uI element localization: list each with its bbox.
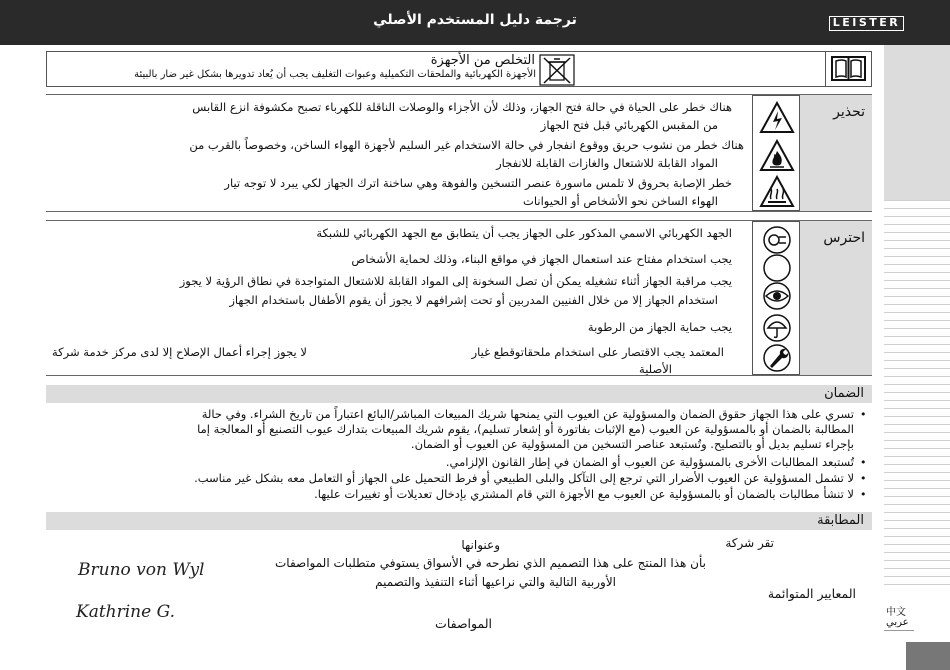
conformity-header (46, 512, 872, 530)
crossed-bin-icon (539, 54, 575, 86)
caution-line-7: لا يجوز إجراء أعمال الإصلاح إلا لدى مركز خدمة شركة (52, 345, 307, 359)
hot-surface-icon (759, 174, 795, 210)
bullet: • (860, 456, 867, 469)
warning-line-5: خطر الإصابة بحروق لا تلمس ماسورة عنصر التسخين والفوهة وهي ساخنة اترك الجهاز لكي يبرد لا توجه تيار (224, 176, 732, 190)
language-divider (884, 630, 914, 631)
warranty-line-2: المطالبة بالضمان أو بالمسؤولية عن العيوب (مع الإثبات بفاتورة أو إشعار تسليم)، يقوم شريك المبيعات بتدارك عيوب التصنيع أو المعالجة إما (197, 422, 854, 436)
warning-label: تحذير (833, 104, 865, 120)
page-title: ترجمة دليل المستخدم الأصلي (373, 12, 577, 28)
signature-1: Bruno von Wyl (78, 560, 205, 580)
specifications-label: المواصفات (435, 616, 492, 631)
warning-line-2: من المقبس الكهربائي قبل فتح الجهاز (540, 118, 718, 132)
caution-line-3: يجب مراقبة الجهاز أثناء تشغيله يمكن أن تصل السخونة إلى المواد القابلة للاشتعال المتواجدة في نطاق الرؤية لا يجوز (179, 274, 732, 288)
warranty-title: الضمان (824, 386, 864, 401)
language-tab-chinese[interactable]: 中文 (886, 607, 906, 618)
warranty-header (46, 385, 872, 403)
conformity-company: تقر شركة (725, 536, 774, 550)
conformity-line-1: بأن هذا المنتج على هذا التصميم الذي نطرحه في الأسواق يستوفي متطلبات المواصفات (275, 556, 706, 570)
brand-logo: LEISTER (829, 16, 904, 31)
side-strip (884, 45, 950, 200)
warning-line-6: الهواء الساخن نحو الأشخاص أو الحيوانات (523, 194, 718, 208)
warranty-line-6: لا تنشأ مطالبات بالضمان أو بالمسؤولية عن العيوب مع الأجهزة التي قام المشتري بإدخال تعديلات أو تغييرات عليها. (314, 487, 854, 501)
page-tab-block (906, 642, 950, 670)
warranty-line-5: لا تشمل المسؤولية عن العيوب الأضرار التي ترجع إلى التآكل والبلى الطبيعي أو فرط التحميل على الجهاز أو التعامل معه بشكل غير مناسب. (194, 471, 854, 485)
caution-line-6: المعتمد يجب الاقتصار على استخدام ملحقاتوقطع غيار (471, 345, 724, 359)
caution-line-8: الأصلية (639, 362, 672, 376)
disposal-text: الأجهزة الكهربائية والملحقات التكميلية وعبوات التغليف يجب أن يُعاد تدويرها بشكل غير ضار بالبيئة (134, 69, 536, 80)
warranty-line-1: تسري على هذا الجهاز حقوق الضمان والمسؤولية عن العيوب التي يمنحها شريك المبيعات المباشر/البائع اعتباراً من تاريخ الشراء. وفي حالة (201, 407, 854, 421)
side-lines (884, 200, 950, 600)
warning-line-1: هناك خطر على الحياة في حالة فتح الجهاز، وذلك لأن الأجزاء والوصلات الناقلة للكهرباء تصبح مكشوفة انزع القابس (192, 100, 732, 114)
caution-icons (752, 221, 800, 375)
warranty-line-3: بإجراء تسليم بديل أو بالتصليح. وتُستبعد عناصر التسخين من المسؤولية عن العيوب أو الضمان. (410, 437, 854, 451)
caution-line-5: يجب حماية الجهاز من الرطوبة (587, 320, 732, 334)
book-icon (826, 52, 871, 86)
conformity-address: وعنوانها (461, 538, 500, 552)
conformity-title: المطابقة (817, 513, 864, 528)
warning-line-4: المواد القابلة للاشتعال والغازات القابلة للانفجار (496, 156, 718, 170)
caution-line-4: استخدام الجهاز إلا من خلال الفنيين المدربين أو تحت إشرافهم لا يجوز أن يقوم الأطفال باستخدام الجهاز (229, 293, 718, 307)
bullet: • (860, 408, 867, 421)
caution-line-1: الجهد الكهربائي الاسمي المذكور على الجهاز يجب أن يتطابق مع الجهد الكهربائي للشبكة (316, 226, 732, 240)
bullet: • (860, 488, 867, 501)
harmonized-standards-label: المعايير المتوائمة (767, 586, 856, 601)
language-tab-arabic[interactable]: عربي (886, 617, 909, 628)
caution-label: احترس (823, 230, 865, 246)
conformity-line-2: الأوربية التالية والتي نراعيها أثناء التنفيذ والتصميم (375, 575, 616, 589)
warning-line-3: هناك خطر من نشوب حريق ووقوع انفجار في حالة الاستخدام غير السليم لأجهزة الهواء الساخن، وخصوصاً بالقرب من (189, 138, 744, 152)
bullet: • (860, 472, 867, 485)
warning-icons (752, 95, 800, 211)
electric-hazard-icon (759, 100, 795, 136)
signature-2: Kathrine G. (76, 602, 175, 622)
service-tool-icon (759, 340, 795, 376)
fire-hazard-icon (759, 138, 795, 174)
caution-line-2: يجب استخدام مفتاح عند استعمال الجهاز في مواقع البناء، وذلك لحماية الأشخاص (351, 252, 732, 266)
warranty-line-4: تُستبعد المطالبات الأخرى بالمسؤولية عن العيوب أو الضمان في إطار القانون الإلزامي. (445, 455, 854, 469)
disposal-title: التخلص من الأجهزة (430, 53, 535, 68)
eye-icon (759, 278, 795, 314)
header-bar (0, 0, 950, 45)
manual-icon-box (825, 51, 872, 87)
